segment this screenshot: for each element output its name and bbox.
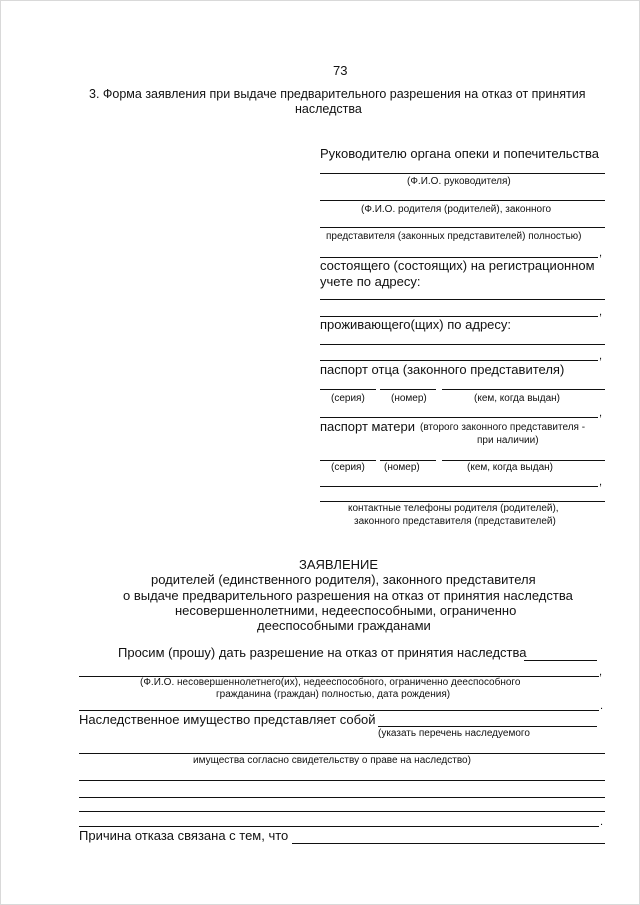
father-series-line	[320, 389, 376, 390]
representative-caption: представителя (законных представителей) полностью)	[326, 231, 582, 242]
property-line-5	[79, 811, 605, 812]
father-line-2	[320, 417, 598, 418]
minor-caption-line1: (Ф.И.О. несовершеннолетнего(их), недееспособного, ограниченно дееспособного	[140, 677, 521, 688]
property-blank	[378, 726, 597, 727]
property-label: Наследственное имущество представляет собой	[79, 712, 376, 727]
mother-number-caption: (номер)	[384, 462, 420, 473]
father-issued-caption: (кем, когда выдан)	[474, 393, 560, 404]
comma: ,	[599, 306, 603, 318]
fio-parent-caption: (Ф.И.О. родителя (родителей), законного	[361, 204, 552, 215]
phones-caption-line2: законного представителя (представителей)	[354, 516, 556, 527]
reason-label: Причина отказа связана с тем, что	[79, 828, 289, 843]
page-number: 73	[333, 63, 348, 78]
statement-subtitle-3: несовершеннолетними, недееспособными, ограниченно	[175, 603, 517, 618]
period: .	[600, 700, 604, 712]
property-line-4	[79, 797, 605, 798]
comma: ,	[599, 476, 603, 488]
property-line-6	[79, 826, 599, 827]
father-issued-line	[442, 389, 605, 390]
registered-line2: учете по адресу:	[320, 274, 421, 289]
mother-note-line1: (второго законного представителя -	[420, 422, 586, 433]
registered-line1: состоящего (состоящих) на регистрационном	[320, 258, 595, 273]
phones-line	[320, 501, 605, 502]
mother-number-line	[380, 460, 436, 461]
mother-note-line2: при наличии)	[477, 435, 539, 446]
comma: ,	[599, 350, 603, 362]
address-line-1	[320, 299, 605, 300]
statement-subtitle-2: о выдаче предварительного разрешения на отказ от принятия наследства	[123, 588, 573, 603]
section-title-line2: наследства	[295, 102, 362, 116]
property-caption-2: имущества согласно свидетельству о праве на наследство)	[193, 755, 471, 766]
father-number-line	[380, 389, 436, 390]
reason-blank	[292, 843, 605, 844]
addressee: Руководителю органа опеки и попечительства	[320, 146, 599, 161]
father-number-caption: (номер)	[391, 393, 427, 404]
mother-passport-label: паспорт матери	[320, 419, 415, 434]
phones-caption-line1: контактные телефоны родителя (родителей),	[348, 503, 559, 514]
mother-issued-line	[442, 460, 605, 461]
mother-series-caption: (серия)	[331, 462, 365, 473]
request-text: Просим (прошу) дать разрешение на отказ от принятия наследства	[118, 645, 527, 660]
statement-subtitle-1: родителей (единственного родителя), законного представителя	[151, 572, 536, 587]
mother-issued-caption: (кем, когда выдан)	[467, 462, 553, 473]
property-line-2	[79, 753, 605, 754]
minor-caption-line2: гражданина (граждан) полностью, дата рождения)	[216, 689, 451, 700]
fio-parent-line	[320, 200, 605, 201]
residence-line-1	[320, 344, 605, 345]
request-blank	[524, 660, 597, 661]
residing-label: проживающего(щих) по адресу:	[320, 317, 512, 332]
comma: ,	[599, 247, 603, 259]
fio-head-caption: (Ф.И.О. руководителя)	[407, 176, 511, 187]
representative-line	[320, 227, 605, 228]
statement-subtitle-4: дееспособными гражданами	[257, 618, 431, 633]
period: .	[600, 816, 604, 828]
section-title-line1: 3. Форма заявления при выдаче предварительного разрешения на отказ от принятия	[89, 87, 586, 101]
statement-title: ЗАЯВЛЕНИЕ	[299, 557, 379, 572]
property-caption-1: (указать перечень наследуемого	[378, 728, 530, 739]
property-line-3	[79, 780, 605, 781]
comma: ,	[599, 666, 603, 678]
minor-line-2	[79, 710, 599, 711]
residence-line-2	[320, 360, 598, 361]
mother-line-2	[320, 486, 598, 487]
father-passport-label: паспорт отца (законного представителя)	[320, 362, 565, 377]
father-series-caption: (серия)	[331, 393, 365, 404]
comma: ,	[599, 407, 603, 419]
fio-head-line	[320, 173, 605, 174]
mother-series-line	[320, 460, 376, 461]
